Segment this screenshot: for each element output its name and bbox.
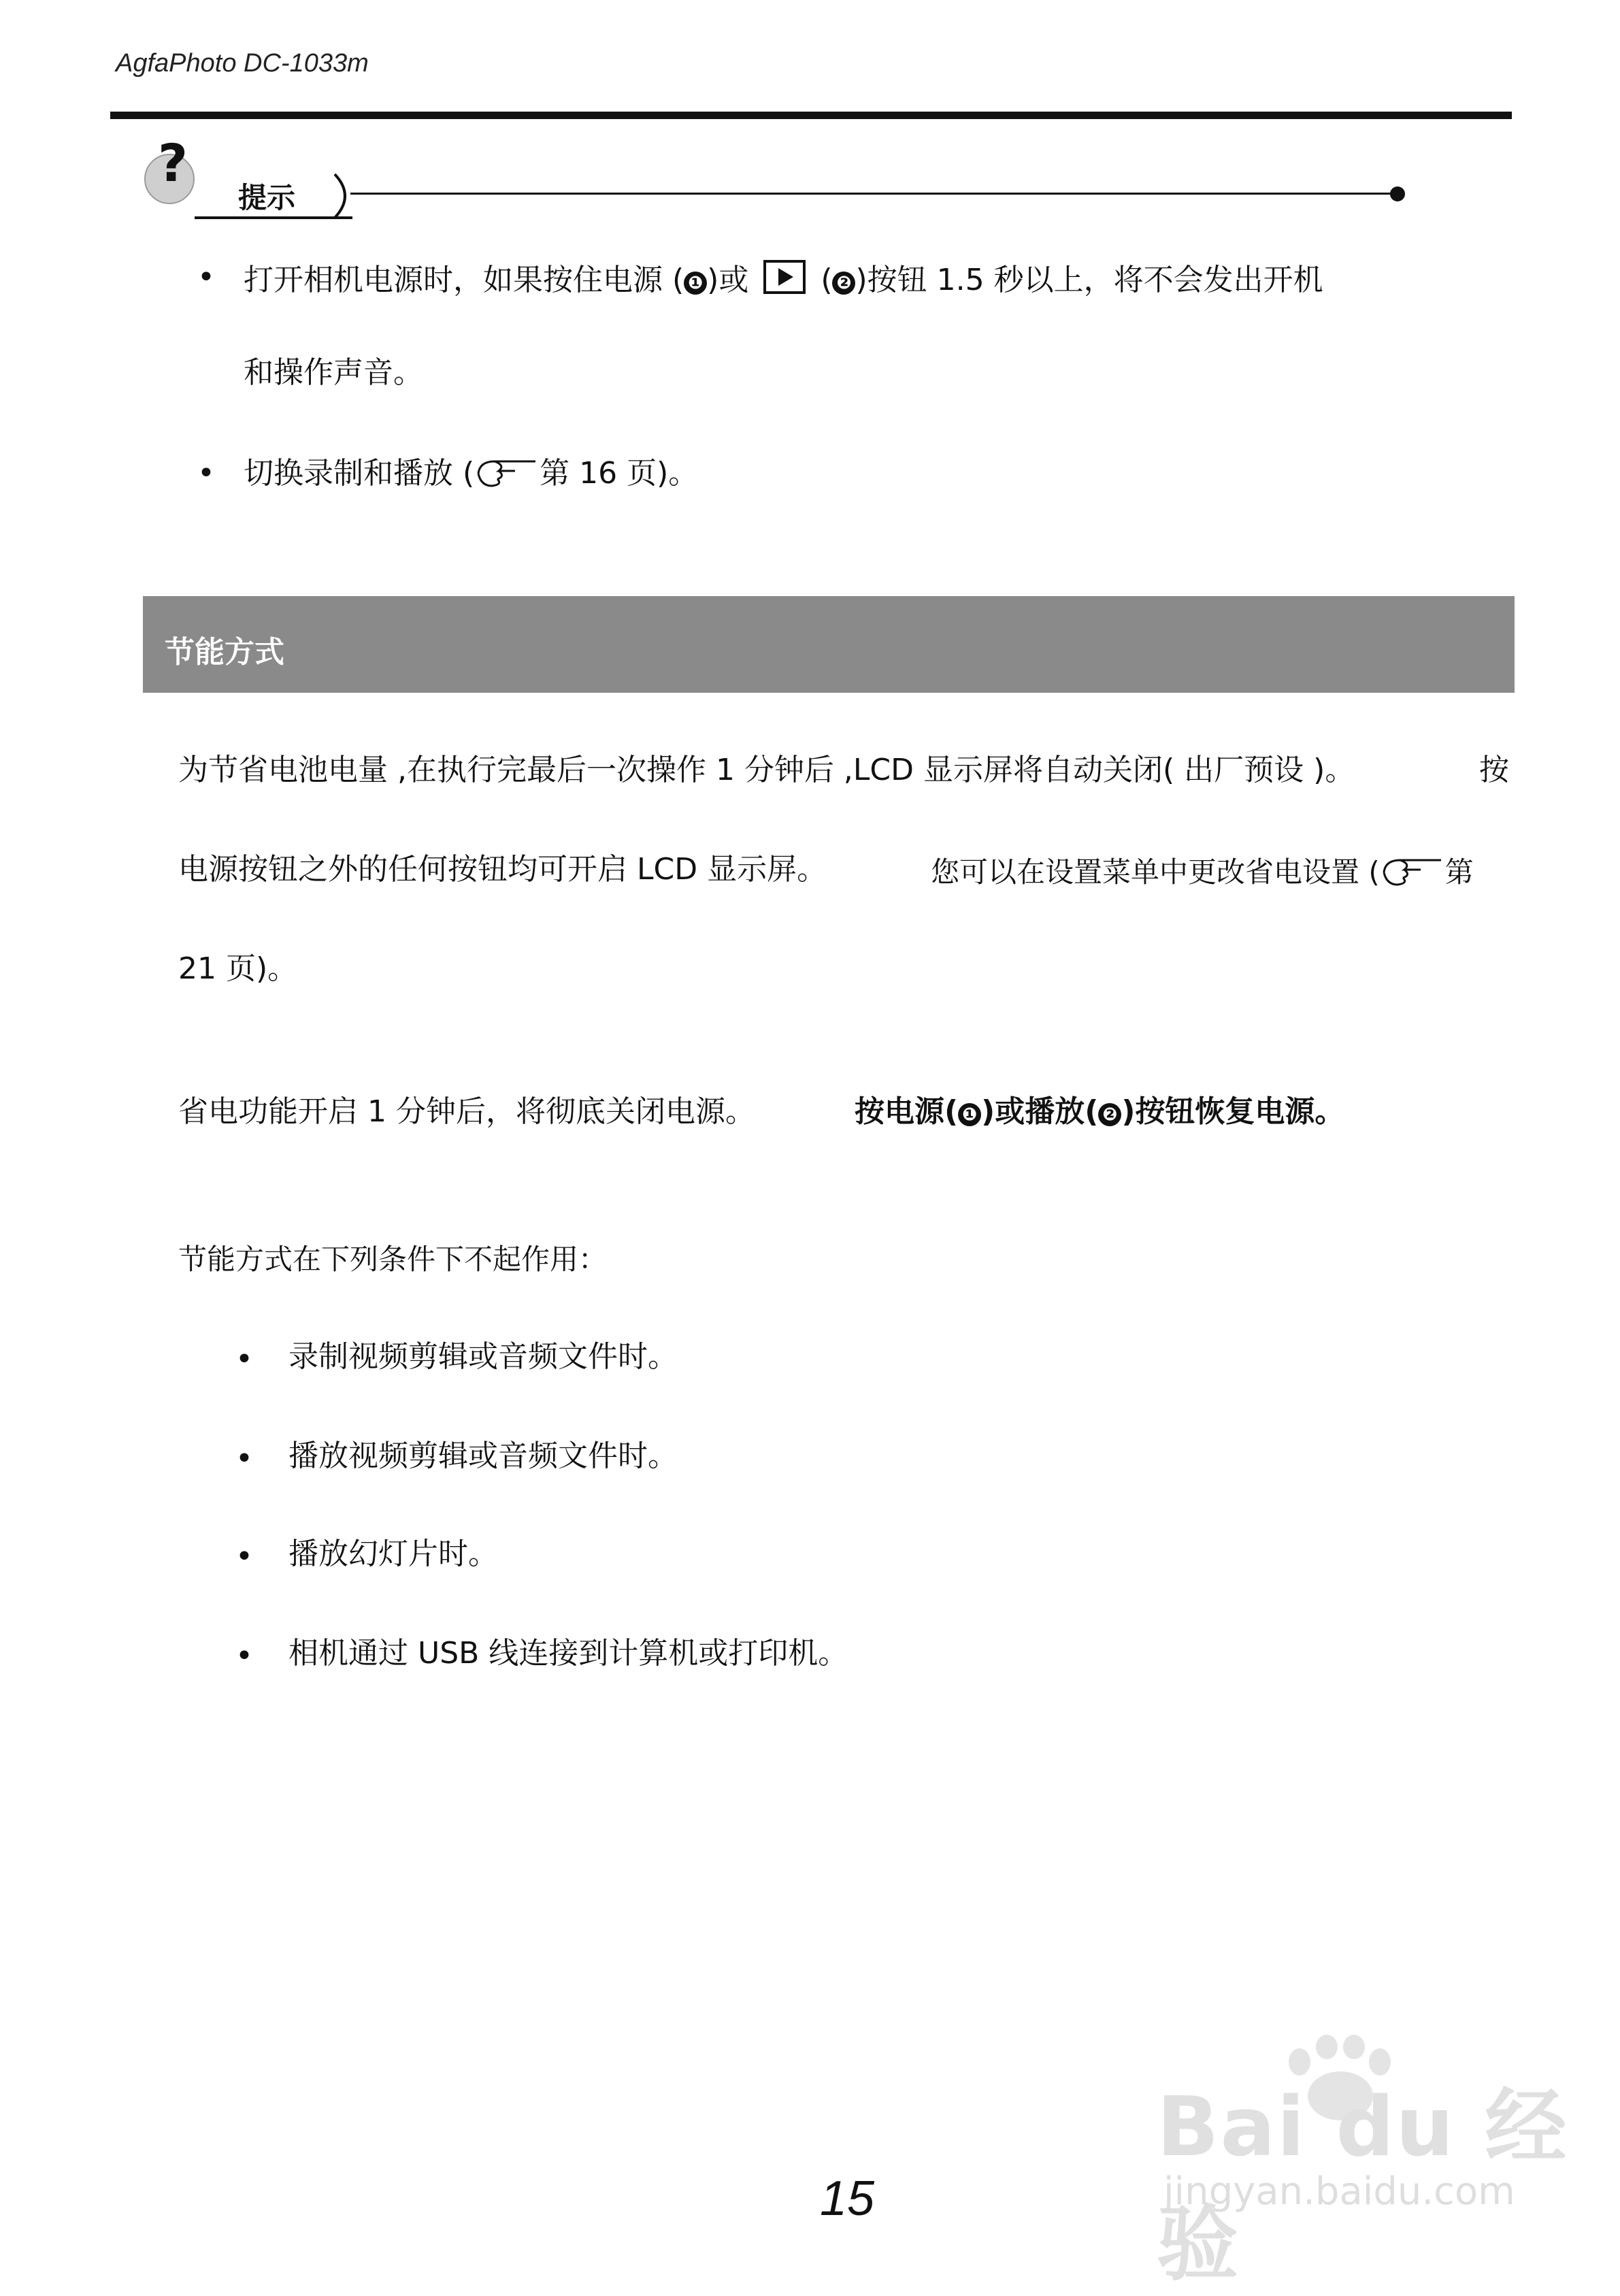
condition-item: 相机通过 USB 线连接到计算机或打印机。 bbox=[288, 1636, 848, 1671]
page-number: 15 bbox=[820, 2171, 875, 2226]
pointing-hand-icon bbox=[1380, 855, 1445, 887]
paragraph-text: )或播放( bbox=[981, 1094, 1099, 1129]
tip-text: 打开相机电源时，如果按住电源 ( bbox=[244, 263, 684, 297]
number-2-badge: ❷ bbox=[832, 272, 855, 295]
watermark-url: jingyan.baidu.com bbox=[1163, 2169, 1515, 2214]
tip-text: )按钮 1.5 秒以上，将不会发出开机 bbox=[855, 263, 1323, 297]
number-1-badge: ❶ bbox=[684, 272, 707, 295]
bullet-icon: • bbox=[235, 1539, 253, 1574]
condition-item: 录制视频剪辑或音频文件时。 bbox=[288, 1339, 678, 1374]
bullet-icon: • bbox=[235, 1639, 253, 1673]
play-button-icon bbox=[763, 260, 806, 294]
paragraph-1-line-3: 21 页)。 bbox=[178, 951, 298, 986]
paragraph-1-line-1: 为节省电池电量 ,在执行完最后一次操作 1 分钟后 ,LCD 显示屏将自动关闭( 出厂预设 )。 bbox=[178, 753, 1355, 787]
tip-rule bbox=[350, 193, 1398, 195]
bullet-icon: • bbox=[235, 1441, 253, 1476]
paragraph-text: 您可以在设置菜单中更改省电设置 ( bbox=[931, 855, 1380, 889]
tip-bullet-1-line-2: 和操作声音。 bbox=[244, 355, 423, 390]
paragraph-text: 按电源( bbox=[855, 1094, 959, 1129]
bullet-icon: • bbox=[197, 456, 215, 491]
pointing-hand-icon bbox=[474, 456, 540, 489]
section-title: 节能方式 bbox=[165, 635, 284, 670]
tip-label: 提示 bbox=[238, 181, 296, 214]
tip-bracket-icon bbox=[332, 171, 359, 220]
paragraph-3: 节能方式在下列条件下不起作用： bbox=[178, 1243, 608, 1276]
tip-text: 切换录制和播放 ( bbox=[244, 456, 475, 491]
number-1-badge: ❶ bbox=[958, 1103, 981, 1126]
bullet-icon: • bbox=[235, 1342, 253, 1377]
tip-text: 第 16 页)。 bbox=[540, 456, 699, 491]
paragraph-2-part-2 bbox=[855, 1094, 1345, 1129]
paragraph-text: 第 bbox=[1444, 855, 1474, 889]
tip-text: )或 bbox=[707, 263, 749, 297]
tip-underline bbox=[195, 216, 352, 219]
number-2-badge: ❷ bbox=[1098, 1103, 1121, 1126]
paragraph-1-line-2-b bbox=[931, 855, 1474, 887]
question-icon: ? bbox=[144, 154, 195, 204]
section-header-bar bbox=[143, 596, 1515, 693]
bullet-icon: • bbox=[197, 260, 215, 295]
paragraph-2-part-1: 省电功能开启 1 分钟后，将彻底关闭电源。 bbox=[178, 1094, 755, 1129]
condition-item: 播放视频剪辑或音频文件时。 bbox=[288, 1439, 678, 1473]
document-header-title: AgfaPhoto DC-1033m bbox=[116, 49, 369, 78]
tip-text: ( bbox=[811, 263, 833, 297]
paragraph-text: 电源按钮之外的任何按钮均可开启 LCD 显示屏。 bbox=[178, 852, 827, 887]
paragraph-1-line-1-end: 按 bbox=[1479, 753, 1509, 787]
header-divider bbox=[110, 112, 1512, 119]
condition-item: 播放幻灯片时。 bbox=[288, 1537, 498, 1571]
tip-bullet-2 bbox=[244, 456, 698, 489]
tip-bullet-1-line-1 bbox=[244, 260, 1323, 295]
paragraph-1-line-2 bbox=[178, 852, 827, 887]
watermark-logo: Bai du 经验 bbox=[1157, 2080, 1568, 2292]
paragraph-text: )按钮恢复电源。 bbox=[1121, 1094, 1345, 1129]
tip-rule-end-dot bbox=[1390, 186, 1405, 201]
